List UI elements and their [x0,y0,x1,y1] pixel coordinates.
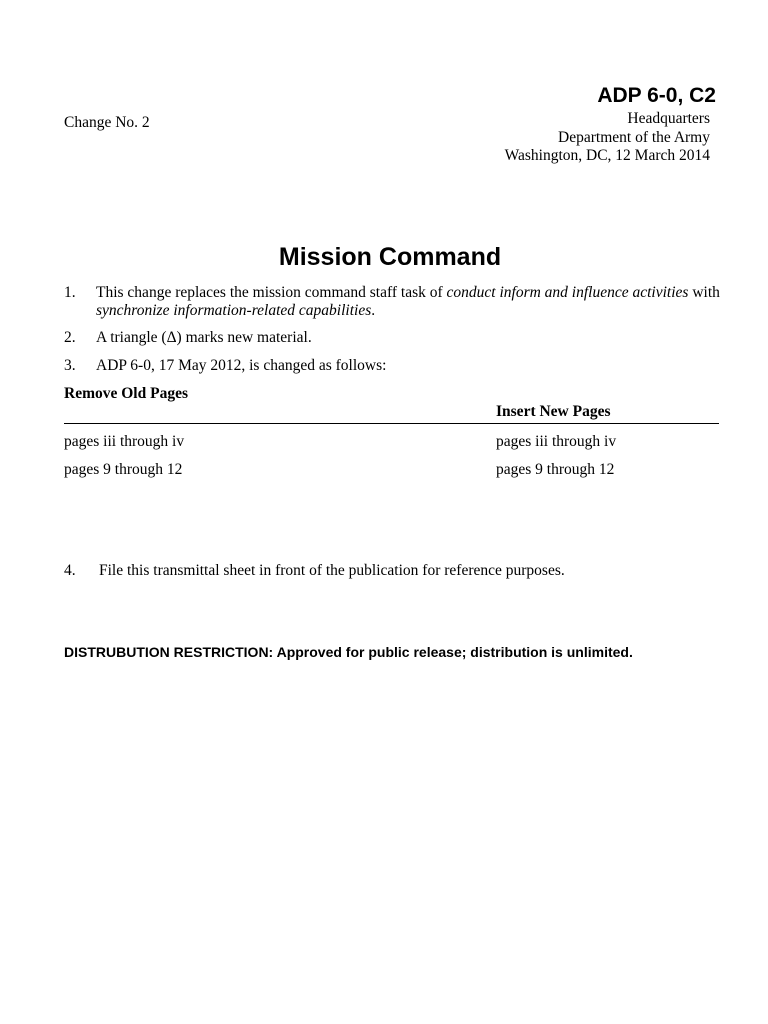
issuer-location-date: Washington, DC, 12 March 2014 [504,147,710,164]
insert-pages-cell: pages iii through iv [496,433,617,450]
italic-segment: conduct inform and influence activities [446,284,689,301]
distribution-restriction: DISTRUBUTION RESTRICTION: Approved for public release; distribution is unlimited. [64,644,633,660]
table-row [64,461,719,481]
list-item-text [96,284,720,320]
list-item-text: File this transmittal sheet in front of the publication for reference purposes. [99,562,565,579]
remove-pages-header: Remove Old Pages [64,385,188,402]
list-item-4 [64,562,720,580]
remove-pages-cell: pages 9 through 12 [64,461,183,478]
table-row [64,433,719,453]
list-item-2 [64,329,720,347]
text-segment: with [688,284,720,301]
issuer-headquarters: Headquarters [627,110,710,127]
issuer-department: Department of the Army [558,128,710,146]
text-segment: . [371,302,376,319]
list-item-number: 1. [64,284,76,301]
list-item-text: ADP 6-0, 17 May 2012, is changed as follows: [96,357,387,374]
change-number: Change No. 2 [64,114,150,131]
table-divider [64,423,719,424]
list-item-text: A triangle (Δ) marks new material. [96,329,312,346]
italic-segment: synchronize information-related capabilities [96,302,372,319]
text-segment: This change replaces the mission command staff task of [96,284,447,301]
remove-pages-cell: pages iii through iv [64,433,185,450]
page-title: Mission Command [278,243,502,271]
publication-id: ADP 6-0, C2 [597,84,716,107]
insert-pages-cell: pages 9 through 12 [496,461,615,478]
issuer-block [505,110,710,166]
list-item-1 [64,284,720,320]
list-item-number: 3. [64,357,76,374]
list-item-3 [64,357,720,375]
list-item-number: 2. [64,329,76,346]
insert-pages-header: Insert New Pages [496,403,611,420]
list-item-number: 4. [64,562,76,579]
